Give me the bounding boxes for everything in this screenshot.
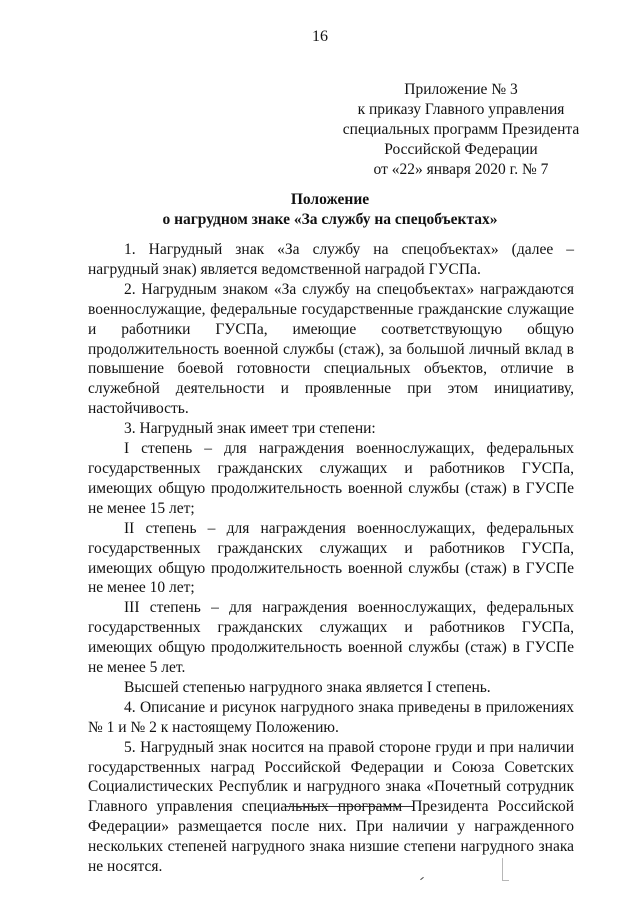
title-line: о нагрудном знаке «За службу на спецобъектах»: [162, 211, 498, 228]
document-body: [88, 240, 574, 877]
scan-artifact-mark: [502, 858, 509, 881]
paragraph: Высшей степенью нагрудного знака является I степень.: [124, 678, 491, 696]
paragraph: I степень – для награждения военнослужащих, федеральных государственных гражданских служащих и работников ГУСПа, имеющих общую продолжительность военной службы (стаж) в ГУСПе не менее 15 лет;: [88, 440, 574, 517]
document-title: [60, 190, 600, 230]
paragraph: 5. Нагрудный знак носится на правой стороне груди и при наличии государственных наград Российской Федерации и Союза Советских Социалистических Республик и нагрудного знака «Почетный сотрудник Главного управления специальных программ Президента Российской Федерации» размещается после них. При наличии у награжденного нескольких степеней нагрудного знака низшие степени нагрудного знака не носятся.: [88, 738, 574, 876]
appendix-line: Российской Федерации: [384, 141, 538, 158]
appendix-line: Приложение № 3: [404, 81, 518, 98]
appendix-line: к приказу Главного управления: [357, 101, 565, 118]
appendix-line: специальных программ Президента: [342, 121, 580, 138]
paragraph: III степень – для награждения военнослужащих, федеральных государственных гражданских служащих и работников ГУСПа, имеющих общую продолжительность военной службы (стаж) в ГУСПе не менее 5 лет.: [88, 599, 574, 677]
page-number: 16: [312, 28, 328, 45]
scan-artifact-dot: [420, 877, 424, 880]
paragraph: II степень – для награждения военнослужащих, федеральных государственных гражданских служащих и работников ГУСПа, имеющих общую продолжительность военной службы (стаж) в ГУСПе не менее 10 лет;: [88, 519, 574, 597]
appendix-header: [330, 80, 592, 180]
paragraph: 2. Нагрудным знаком «За службу на спецобъектах» награждаются военнослужащие, федеральные государственные гражданские служащие и работники ГУСПа, имеющие соответствующую общую продолжительность военной службы (стаж), за большой личный вклад в повышение боевой готовности специальных объектов, отличие в служебной деятельности и проявленные при этом инициативу, настойчивость.: [88, 280, 574, 418]
end-divider: [285, 806, 413, 807]
title-line: Положение: [290, 191, 370, 208]
paragraph: 4. Описание и рисунок нагрудного знака приведены в приложениях № 1 и № 2 к настоящему Положению.: [88, 698, 574, 736]
appendix-line: от «22» января 2020 г. № 7: [373, 161, 549, 178]
paragraph: 3. Нагрудный знак имеет три степени:: [124, 420, 376, 438]
paragraph: 1. Нагрудный знак «За службу на спецобъектах» (далее – нагрудный знак) является ведомственной наградой ГУСПа.: [88, 241, 574, 278]
